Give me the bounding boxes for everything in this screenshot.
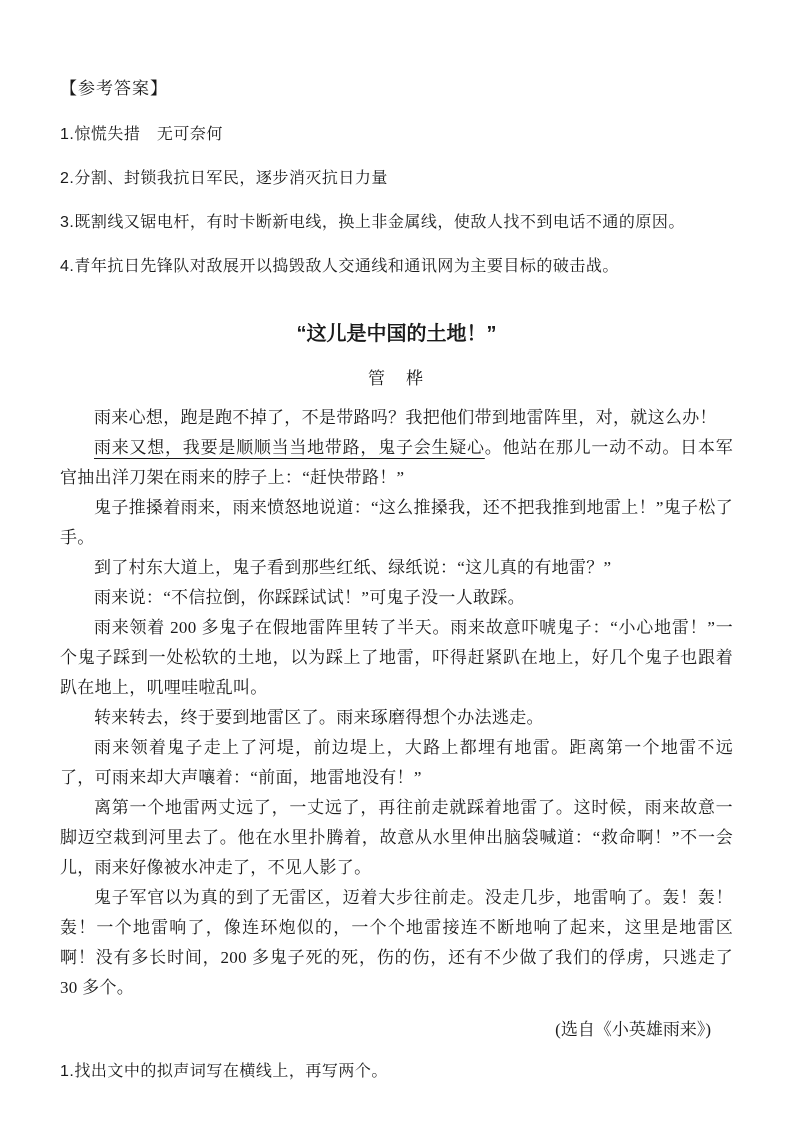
essay-paragraph-5 — [60, 583, 733, 613]
answer-item-4: 4.青年抗日先锋队对敌展开以捣毁敌人交通线和通讯网为主要目标的破击战。 — [60, 258, 619, 275]
essay-paragraph-3 — [60, 493, 733, 553]
essay-paragraph-10 — [60, 883, 733, 1003]
essay-section — [60, 321, 733, 1045]
essay-paragraph-6 — [60, 613, 733, 703]
paragraph-text: 雨来领着鬼子走上了河堤，前边堤上，大路上都埋有地雷。距离第一个地雷不远了，可雨来却大声嚷着：“前面，地雷地没有！” — [60, 738, 733, 787]
reference-answers-section — [60, 78, 733, 278]
essay-paragraph-9 — [60, 793, 733, 883]
essay-author: 管 桦 — [368, 369, 425, 388]
essay-paragraph-8 — [60, 733, 733, 793]
paragraph-text: 雨来领着 200 多鬼子在假地雷阵里转了半天。雨来故意吓唬鬼子：“小心地雷！”一个鬼子踩到一处松软的土地，以为踩上了地雷，吓得赶紧趴在地上，好几个鬼子也跟着趴在地上，叽哩哇啦乱叫。 — [60, 618, 733, 697]
paragraph-text: 雨来心想，跑是跑不掉了，不是带路吗？我把他们带到地雷阵里，对，就这么办！ — [94, 408, 717, 427]
essay-body — [60, 403, 733, 1003]
paragraph-text: 鬼子军官以为真的到了无雷区，迈着大步往前走。没走几步，地雷响了。轰！轰！轰！一个地雷响了，像连环炮似的，一个个地雷接连不断地响了起来，这里是地雷区啊！没有多长时间，200 多鬼子死的死，伤的伤，还有不少做了我们的俘虏，只逃走了 30 多个。 — [60, 888, 733, 997]
essay-paragraph-7 — [60, 703, 733, 733]
paragraph-text: 转来转去，终于要到地雷区了。雨来琢磨得想个办法逃走。 — [94, 708, 544, 727]
answer-item-2: 2.分割、封锁我抗日军民，逐步消灭抗日力量 — [60, 170, 388, 187]
paragraph-text: 离第一个地雷两丈远了，一丈远了，再往前走就踩着地雷了。这时候，雨来故意一脚迈空栽到河里去了。他在水里扑腾着，故意从水里伸出脑袋喊道：“救命啊！”不一会儿，雨来好像被水冲走了，不见人影了。 — [60, 798, 733, 877]
essay-paragraph-4 — [60, 553, 733, 583]
question-1: 1.找出文中的拟声词写在横线上，再写两个。 — [60, 1063, 388, 1080]
underlined-sentence: 雨来又想，我要是顺顺当当地带路，鬼子会生疑心 — [94, 438, 485, 457]
essay-title: “这儿是中国的土地！” — [296, 323, 497, 345]
answer-item-3: 3.既割线又锯电杆，有时卡断新电线，换上非金属线，使敌人找不到电话不通的原因。 — [60, 214, 685, 231]
answer-item-1: 1.惊慌失措 无可奈何 — [60, 126, 223, 143]
essay-paragraph-2 — [60, 433, 733, 493]
paragraph-text: 鬼子推搡着雨来，雨来愤怒地说道：“这么推搡我，还不把我推到地雷上！”鬼子松了手。 — [60, 498, 733, 547]
essay-paragraph-1 — [60, 403, 733, 433]
source-attribution: (选自《小英雄雨来》) — [555, 1020, 711, 1039]
reference-answers-heading: 【参考答案】 — [60, 79, 168, 98]
paragraph-text: 到了村东大道上，鬼子看到那些红纸、绿纸说：“这儿真的有地雷？” — [94, 558, 612, 577]
paragraph-text: 。他站在那儿一动不动。日本军官抽出洋刀架在雨来的脖子上：“赶快带路！” — [60, 438, 733, 487]
paragraph-text: 雨来说：“不信拉倒，你踩踩试试！”可鬼子没一人敢踩。 — [94, 588, 525, 607]
